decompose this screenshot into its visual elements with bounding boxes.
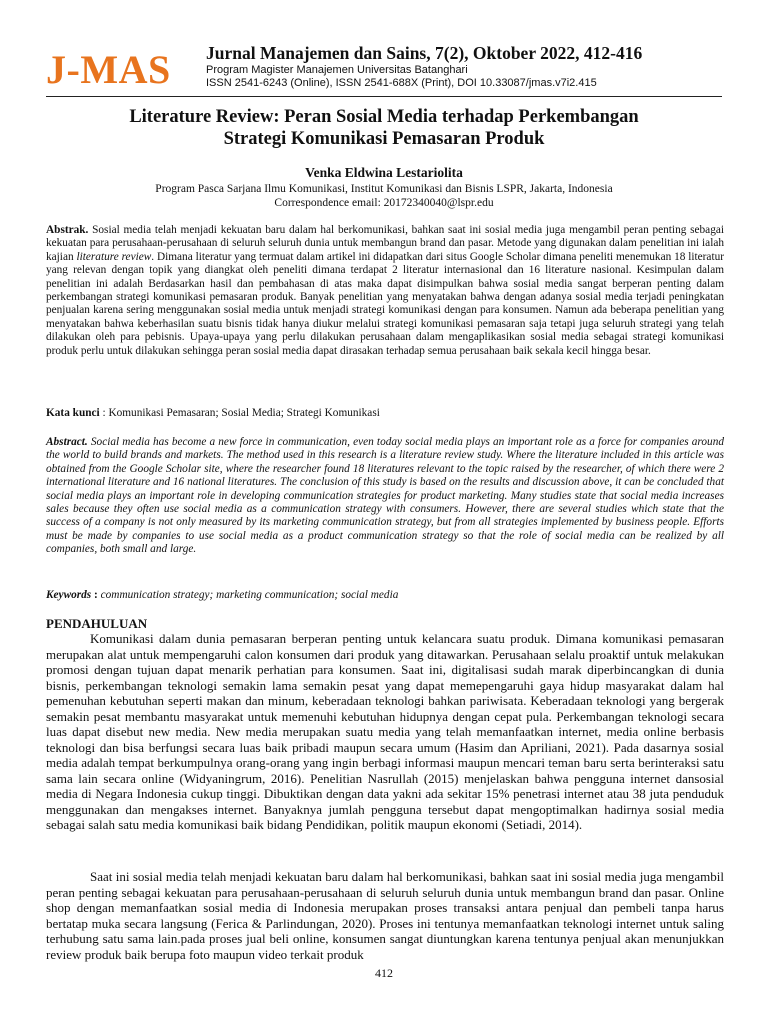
journal-title: Jurnal Manajemen dan Sains, 7(2), Oktober 2022, 412-416 xyxy=(206,43,643,63)
abstrak-text-2: . Dimana literatur yang termuat dalam artikel ini didapatkan dari situs Google Scholar dimana peneliti menemukan 18 literatur yang relevan dengan topik yang diangkat oleh peneliti dimana terdapat 2 literatur internasional dan 16 literature nasional. Kesimpulan dalam penelitian ini adalah Berdasarkan hasil dan pembahasan di atas maka dapat disimpulkan bahwa sosial media sangat berperan penting dalam perkembangan strategi komunikasi pemasaran produk. Banyak penelitian yang menyatakan bahwa dengan adanya sosial media terjadi peningkatan penjualan karena sering menggunakan sosial media untuk menjadi strategi komunikasi dengan para konsumen. Namun ada beberapa penelitian yang menyatakan bahwa keberhasilan suatu bisnis tidak hanya diukur melalui strategi komunikasi pemasaran saja tetapi juga seluruh strategi yang telah dilakukan oleh para pebisnis. Upaya-upaya yang perlu dilakukan perusahaan dalam mengaplikasikan sosial media sebagai strategi komunikasi produk perlu untuk dilakukan sehingga peran sosial media dapat dirasakan terhadap semua perusahaan baik sekala kecil hingga besar. xyxy=(46,250,724,357)
abstrak-label: Abstrak. xyxy=(46,224,89,236)
kata-kunci-label: Kata kunci xyxy=(46,407,100,419)
abstract-en-text: Social media has become a new force in communication, even today social media plays an important role as a force for companies around the world to build brands and markets. The method used in this research is a literature review study. Where the literature included in this article was obtained from the Google Scholar site, where the researcher found 18 literatures relevant to the topic raised by the researcher, of which there were 2 international literature and 16 national literatures. The conclusion of this study is based on the results and discussion above, it can be concluded that social media plays an important role in developing communication strategies for product marketing. Many studies state that social media increases sales because they often use social media as a communication strategy with consumers. However, there are several studies which state that the success of a company is not only measured by its marketing communication strategy, but from all strategies implemented by business people. Efforts must be made by companies to use social media as a product communication strategy so that the role of social media can be realized by all companies, both small and large. xyxy=(46,436,724,556)
journal-issn: ISSN 2541-6243 (Online), ISSN 2541-688X (Print), DOI 10.33087/jmas.v7i2.415 xyxy=(206,77,597,89)
journal-program: Program Magister Manajemen Universitas Batanghari xyxy=(206,64,468,76)
intro-paragraph-2: Saat ini sosial media telah menjadi kekuatan baru dalam hal berkomunikasi, bahkan saat ini sosial media juga mengambil peran penting sebagai kekuatan para perusahaan-perusahaan di seluruh seluruh dunia untuk membangun brand dan pasar. Online shop dengan memanfaatkan sosial media di Indonesia merupakan proses transaksi antara penjual dan pembeli tanpa harus bertatap muka secara langsung (Ferica & Parlindungan, 2020). Proses ini tentunya memanfaatkan teknologi internet untuk saling terhubung satu sama lain.pada proses jual beli online, konsumen sangat diuntungkan karena tentunya penjual akan menunjukkan review produk baik berupa foto maupun video terkait produk xyxy=(46,869,724,962)
abstract-en-paragraph xyxy=(46,436,724,557)
author-affiliation-block xyxy=(60,182,708,210)
header-divider xyxy=(46,96,722,97)
journal-header xyxy=(46,42,726,94)
keywords-paragraph xyxy=(46,589,724,602)
page-number: 412 xyxy=(375,966,393,980)
intro-paragraph-1: Komunikasi dalam dunia pemasaran berperan penting untuk kelancara suatu produk. Dimana komunikasi pemasaran merupakan alat untuk mempengaruhi calon konsumen dari produk yang ditawarkan. Perusahaan selalu proaktif untuk melakukan promosi dengan tujuan dapat menarik perhatian para konsumen. Saat ini, digitalisasi sudah marak diperbincangkan di dunia bisnis, perkembangan teknologi semakin lama semakin pesat yang dapat memepengaruhi gaya hidup masyarakat dalam hal pemenuhan kebutuhan seperti makan dan minum, keberadaan teknologi bahkan pariwisata. Keberadaan teknologi yang bergerak semakin pesat membantu masyarakat untuk memenuhi kebutuhan hidupnya dengan cepat pula. Perkembangan teknologi secara luas dapat disebut new media. New media merupakan suatu media yang telah memanfaatkan internet, media online berbasis teknologi dan bisa berfungsi secara luas baik pribadi maupun secara umum (Hasim dan Apriliani, 2021). Pada dasarnya sosial media adalah tempat berkumpulnya orang-orang yang ingin berbagi informasi maupun mencari teman baru serta berinteraksi satu sama lain secara online (Widyaningrum, 2016). Penelitian Nasrullah (2015) menjelaskan bahwa pengguna internet dansosial media di Negara Indonesia cukup tinggi. Dibuktikan dengan data yakni ada sekitar 15% penetrasi internet atau 38 juta penduduk menggunakan dan mengakses internet. Banyaknya jumlah pengguna tersebut dapat mengoptimalkan hadirnya sosial media sebagai salah satu media komunikasi baik bidang Pendidikan, politik maupun ekonomi (Setiadi, 2014). xyxy=(46,631,724,832)
kata-kunci-paragraph xyxy=(46,407,724,420)
correspondence-email[interactable]: Correspondence email: 20172340040@lspr.edu xyxy=(274,197,494,209)
keywords-label: Keywords xyxy=(46,589,92,601)
abstrak-text-italic: literature review xyxy=(76,250,152,263)
keywords-text: communication strategy; marketing communication; social media xyxy=(100,589,399,601)
article-title-line2: Strategi Komunikasi Pemasaran Produk xyxy=(223,129,545,149)
article-author: Venka Eldwina Lestariolita xyxy=(305,165,463,180)
journal-logo: J-MAS xyxy=(46,47,171,92)
article-title xyxy=(60,106,708,150)
abstract-en-label: Abstract. xyxy=(46,436,88,448)
author-affiliation: Program Pasca Sarjana Ilmu Komunikasi, Institut Komunikasi dan Bisnis LSPR, Jakarta, Indonesia xyxy=(155,183,613,195)
abstrak-paragraph xyxy=(46,224,724,358)
kata-kunci-text: : Komunikasi Pemasaran; Sosial Media; Strategi Komunikasi xyxy=(99,407,380,419)
section-heading: PENDAHULUAN xyxy=(46,616,148,631)
article-title-line1: Literature Review: Peran Sosial Media terhadap Perkembangan xyxy=(129,107,639,127)
abstrak-text-1: Sosial media telah menjadi kekuatan baru dalam hal berkomunikasi, bahkan saat ini sosial media juga mengambil peran penting sebagai kekuatan para perusahaan-perusahaan di seluruh seluruh dunia untuk membangun brand dan pasar. Metode yang digunakan dalam penelitian ini ialah kajian xyxy=(46,224,724,263)
keywords-sep: : xyxy=(91,589,101,601)
journal-info xyxy=(206,42,642,90)
